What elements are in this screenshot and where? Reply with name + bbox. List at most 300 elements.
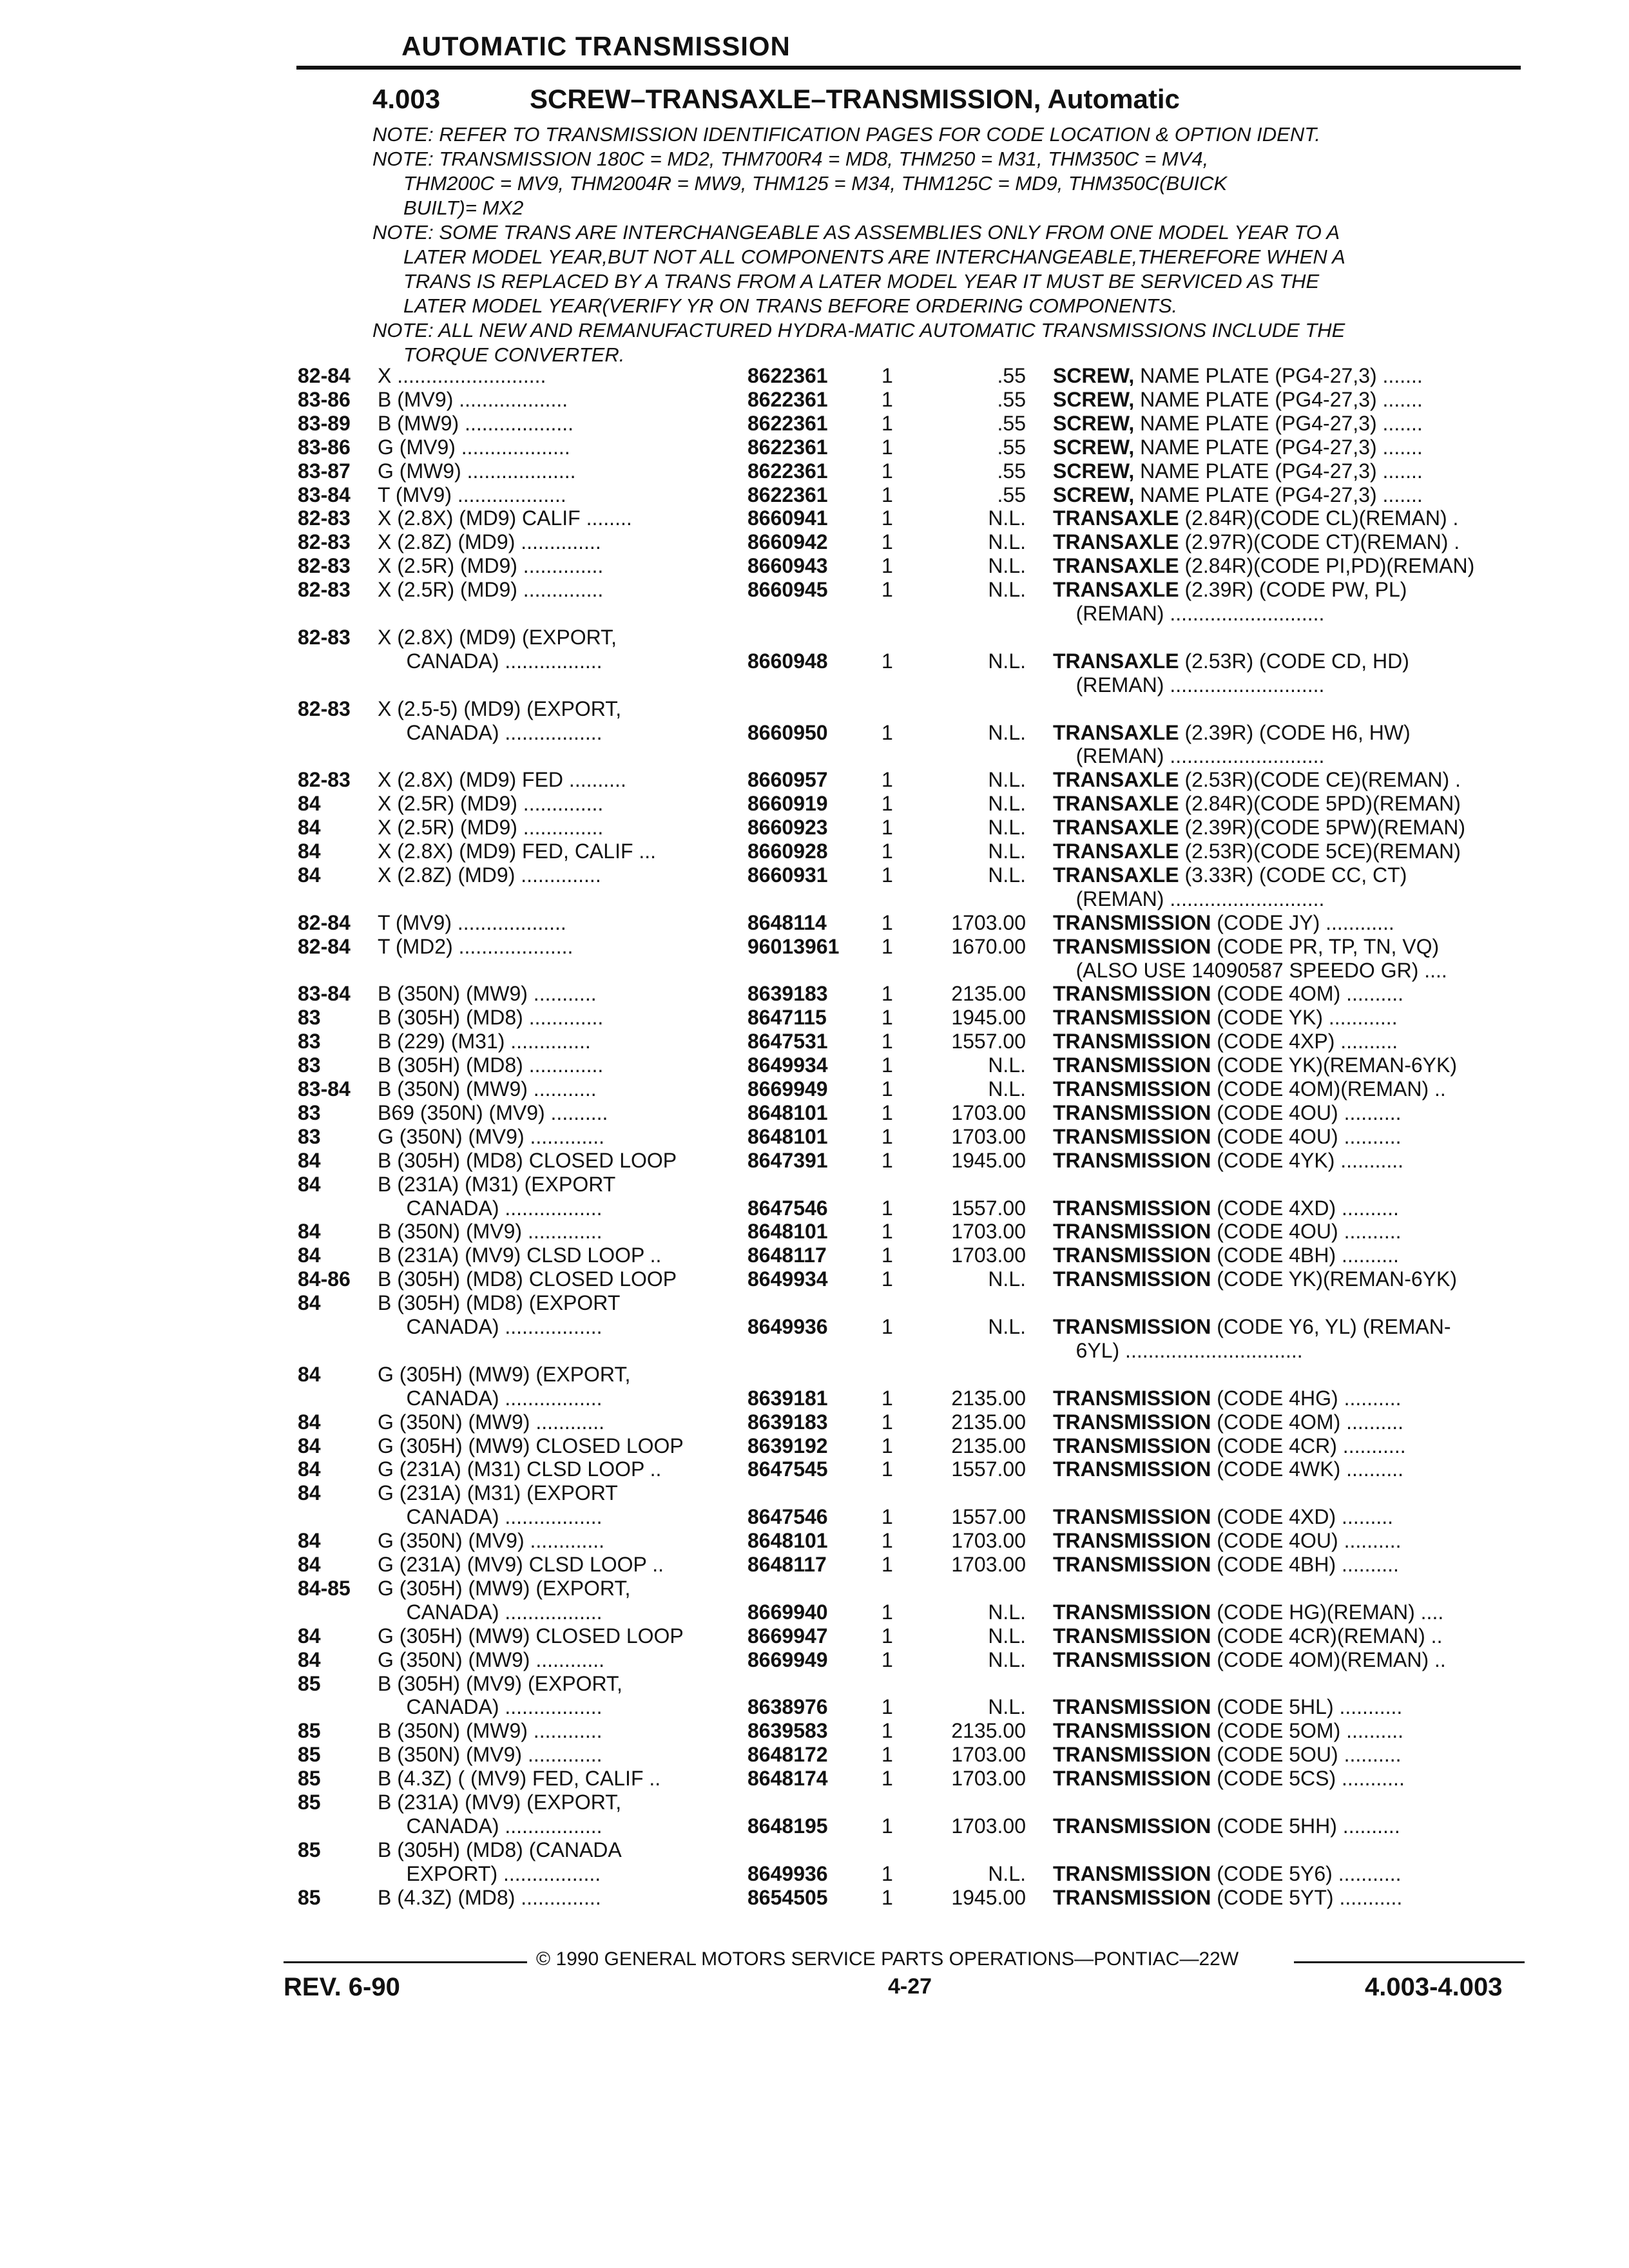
price: 1557.00 (951, 1457, 1026, 1481)
part-name-bold: SCREW, (1053, 483, 1135, 506)
price: N.L. (988, 792, 1026, 816)
table-row (0, 530, 1629, 555)
model-description: B (MW9) ................... (378, 411, 574, 435)
part-number: 8648174 (747, 1767, 828, 1791)
quantity: 1 (882, 1053, 893, 1077)
quantity: 1 (882, 578, 893, 602)
part-name-detail: (CODE 4HG) .......... (1211, 1386, 1402, 1410)
model-description: G (305H) (MW9) (EXPORT, (378, 1576, 631, 1600)
model-description: B (4.3Z) (MD8) .............. (378, 1885, 601, 1909)
part-name-bold: SCREW, (1053, 387, 1135, 411)
model-year: 82-83 (298, 768, 351, 792)
model-year: 84 (298, 1410, 321, 1434)
part-number: 8647546 (747, 1505, 828, 1529)
model-year: 84 (298, 840, 321, 863)
part-number: 8622361 (747, 483, 828, 506)
quantity: 1 (882, 387, 893, 411)
model-year: 84 (298, 1624, 321, 1648)
table-row (0, 1600, 1629, 1625)
model-description: G (350N) (MW9) ............ (378, 1410, 605, 1434)
part-name (1053, 792, 1517, 816)
model-description: CANADA) ................. (378, 1196, 602, 1220)
table-row (0, 1053, 1629, 1078)
model-year: 83 (298, 1124, 321, 1148)
table-row (0, 1648, 1629, 1673)
quantity: 1 (882, 1386, 893, 1410)
price: N.L. (988, 816, 1026, 840)
model-description: B (305H) (MD8) (EXPORT (378, 1291, 621, 1315)
quantity: 1 (882, 934, 893, 958)
table-row (0, 1125, 1629, 1149)
model-year: 83 (298, 1006, 321, 1030)
price: 1703.00 (951, 1220, 1026, 1244)
part-name-detail: (CODE 4OU) .......... (1211, 1100, 1402, 1124)
part-name (1053, 1101, 1517, 1125)
part-number: 8639183 (747, 982, 828, 1006)
price: N.L. (988, 506, 1026, 530)
quantity: 1 (882, 1767, 893, 1791)
model-year: 84-85 (298, 1576, 351, 1600)
part-name-bold: TRANSMISSION (1053, 1124, 1211, 1148)
part-name-detail: (CODE 4OM)(REMAN) .. (1211, 1077, 1446, 1100)
quantity: 1 (882, 1410, 893, 1434)
price: 1703.00 (951, 910, 1026, 934)
part-name (1053, 1648, 1517, 1672)
model-description: CANADA) ................. (378, 1814, 602, 1838)
model-description: X (2.8Z) (MD9) .............. (378, 863, 601, 887)
part-name-detail: (REMAN) ........................... (1053, 887, 1325, 910)
note-line: LATER MODEL YEAR(VERIFY YR ON TRANS BEFORE ORDERING COMPONENTS. (403, 294, 1178, 317)
part-number: 8649936 (747, 1861, 828, 1885)
part-name-bold: TRANSMISSION (1053, 1100, 1211, 1124)
price: 1945.00 (951, 1148, 1026, 1172)
model-description: G (305H) (MW9) CLOSED LOOP (378, 1434, 684, 1457)
model-description: X (2.5-5) (MD9) (EXPORT, (378, 697, 622, 720)
part-name-detail: (REMAN) ........................... (1053, 673, 1325, 697)
part-name (1053, 649, 1517, 673)
model-description: X (2.5R) (MD9) .............. (378, 578, 604, 602)
part-name (1053, 1030, 1517, 1053)
part-number: 8639181 (747, 1386, 828, 1410)
quantity: 1 (882, 1624, 893, 1648)
part-name (1053, 1339, 1517, 1363)
part-name (1053, 412, 1517, 436)
model-year: 82-84 (298, 910, 351, 934)
part-name (1053, 1220, 1517, 1244)
part-number: 8660948 (747, 649, 828, 673)
part-name (1053, 1267, 1517, 1291)
model-description: X (2.5R) (MD9) .............. (378, 816, 604, 840)
part-name (1053, 935, 1517, 959)
note-line: TORQUE CONVERTER. (403, 343, 625, 366)
quantity: 1 (882, 1600, 893, 1624)
part-name (1053, 911, 1517, 935)
part-number: 8647391 (747, 1148, 828, 1172)
price: 1557.00 (951, 1196, 1026, 1220)
part-number: 8622361 (747, 435, 828, 459)
table-row (0, 1006, 1629, 1030)
part-name-bold: TRANSMISSION (1053, 1244, 1211, 1267)
part-name-detail: (CODE 5OU) .......... (1211, 1743, 1402, 1767)
part-name (1053, 744, 1517, 768)
part-name-detail: (2.39R) (CODE PW, PL) (1179, 578, 1407, 602)
price: N.L. (988, 1624, 1026, 1648)
part-name-bold: TRANSMISSION (1053, 1196, 1211, 1220)
table-row (0, 1862, 1629, 1887)
part-name-detail: NAME PLATE (PG4-27,3) ....... (1134, 364, 1423, 387)
table-row (0, 1339, 1629, 1363)
table-row (0, 436, 1629, 460)
part-name-detail: (CODE 4CR) ........... (1211, 1434, 1406, 1457)
part-number: 96013961 (747, 934, 840, 958)
price: 2135.00 (951, 1434, 1026, 1457)
model-description: X (2.8X) (MD9) FED, CALIF ... (378, 840, 657, 863)
quantity: 1 (882, 554, 893, 578)
part-name-bold: TRANSMISSION (1053, 1006, 1211, 1030)
part-name-bold: TRANSMISSION (1053, 1505, 1211, 1529)
model-year: 82-83 (298, 506, 351, 530)
part-number: 8647531 (747, 1030, 828, 1053)
quantity: 1 (882, 1244, 893, 1267)
table-row (0, 1244, 1629, 1268)
table-row (0, 1529, 1629, 1553)
model-description: G (MV9) ................... (378, 435, 570, 459)
footer-rule-right (1294, 1961, 1525, 1963)
part-name-detail: (CODE YK)(REMAN-6YK) (1211, 1053, 1458, 1077)
model-year: 83 (298, 1100, 321, 1124)
part-name-bold: TRANSAXLE (1053, 792, 1179, 816)
table-row (0, 673, 1629, 698)
part-name (1053, 1600, 1517, 1624)
part-number: 8639183 (747, 1410, 828, 1434)
part-name-detail: (2.39R)(CODE 5PW)(REMAN) (1179, 816, 1466, 840)
part-number: 8660919 (747, 792, 828, 816)
quantity: 1 (882, 1719, 893, 1743)
model-description: B (350N) (MW9) ............ (378, 1719, 602, 1743)
part-name (1053, 530, 1517, 554)
table-row (0, 1743, 1629, 1767)
part-name-detail: (CODE Y6, YL) (REMAN- (1211, 1315, 1451, 1338)
part-name (1053, 1006, 1517, 1030)
part-number: 8660945 (747, 578, 828, 602)
model-year: 84 (298, 1172, 321, 1196)
section-number: 4.003 (372, 84, 441, 114)
part-name (1053, 436, 1517, 459)
table-row (0, 1553, 1629, 1577)
part-name-detail: (CODE 4OM)(REMAN) .. (1211, 1648, 1446, 1671)
part-name (1053, 1553, 1517, 1577)
model-description: X .......................... (378, 364, 546, 387)
part-number: 8660950 (747, 720, 828, 744)
part-name-detail: (CODE 4YK) ........... (1211, 1148, 1404, 1172)
part-number: 8648172 (747, 1743, 828, 1767)
quantity: 1 (882, 1315, 893, 1338)
table-row (0, 1719, 1629, 1744)
model-year: 84-86 (298, 1267, 351, 1291)
part-name-detail: (2.84R)(CODE CL)(REMAN) . (1179, 506, 1459, 530)
part-name-bold: TRANSMISSION (1053, 1814, 1211, 1838)
model-description: EXPORT) ................. (378, 1861, 601, 1885)
part-name-bold: TRANSAXLE (1053, 578, 1179, 602)
part-name-bold: TRANSMISSION (1053, 1767, 1211, 1791)
part-name-bold: TRANSAXLE (1053, 720, 1179, 744)
model-year: 82-83 (298, 554, 351, 578)
part-number: 8648101 (747, 1220, 828, 1244)
table-row (0, 364, 1629, 389)
table-row (0, 1767, 1629, 1791)
quantity: 1 (882, 910, 893, 934)
quantity: 1 (882, 792, 893, 816)
quantity: 1 (882, 816, 893, 840)
part-number: 8638976 (747, 1695, 828, 1719)
model-year: 84 (298, 1244, 321, 1267)
part-name-bold: TRANSAXLE (1053, 554, 1179, 578)
table-row (0, 412, 1629, 436)
table-row (0, 578, 1629, 602)
part-name-bold: TRANSMISSION (1053, 910, 1211, 934)
part-name-bold: TRANSMISSION (1053, 1743, 1211, 1767)
model-year: 84 (298, 1291, 321, 1315)
model-year: 85 (298, 1791, 321, 1814)
note-line: NOTE: TRANSMISSION 180C = MD2, THM700R4 = MD8, THM250 = M31, THM350C = MV4, (372, 148, 1209, 170)
price: 1703.00 (951, 1553, 1026, 1576)
table-row (0, 1481, 1629, 1506)
quantity: 1 (882, 1077, 893, 1100)
part-number: 8647546 (747, 1196, 828, 1220)
part-name-detail: (CODE JY) ............ (1211, 910, 1394, 934)
part-name-detail: (REMAN) ........................... (1053, 602, 1325, 625)
part-name (1053, 459, 1517, 483)
model-description: X (2.8Z) (MD9) .............. (378, 530, 601, 554)
part-name-detail: (CODE 5YT) ........... (1211, 1885, 1403, 1909)
table-row (0, 744, 1629, 769)
model-year: 84 (298, 1362, 321, 1386)
table-row (0, 483, 1629, 508)
model-description: X (2.8X) (MD9) (EXPORT, (378, 625, 617, 649)
price: 1703.00 (951, 1814, 1026, 1838)
quantity: 1 (882, 1267, 893, 1291)
part-number: 8648101 (747, 1100, 828, 1124)
model-year: 82-84 (298, 364, 351, 387)
model-year: 84 (298, 816, 321, 840)
model-description: CANADA) ................. (378, 649, 602, 673)
model-description: X (2.5R) (MD9) .............. (378, 554, 604, 578)
table-row (0, 1505, 1629, 1530)
model-year: 84 (298, 1648, 321, 1671)
model-description: B (305H) (MD8) CLOSED LOOP (378, 1148, 677, 1172)
quantity: 1 (882, 1861, 893, 1885)
footer-revision: REV. 6-90 (284, 1973, 400, 2001)
quantity: 1 (882, 768, 893, 792)
part-number: 8649934 (747, 1267, 828, 1291)
part-name-detail: (CODE 4XD) .......... (1211, 1196, 1399, 1220)
table-row (0, 1410, 1629, 1435)
part-name-bold: TRANSMISSION (1053, 1030, 1211, 1053)
part-number: 8649934 (747, 1053, 828, 1077)
part-name-detail: (2.53R) (CODE CD, HD) (1179, 649, 1409, 673)
price: 1703.00 (951, 1124, 1026, 1148)
model-year: 82-83 (298, 578, 351, 602)
part-name-detail: (2.39R) (CODE H6, HW) (1179, 720, 1411, 744)
model-year: 84 (298, 863, 321, 887)
quantity: 1 (882, 364, 893, 387)
table-row (0, 1695, 1629, 1720)
part-name-detail: (CODE 4OM) .......... (1211, 1410, 1404, 1434)
model-description: G (231A) (M31) (EXPORT (378, 1481, 618, 1505)
price: N.L. (988, 1077, 1026, 1100)
price: 1703.00 (951, 1767, 1026, 1791)
part-name-bold: TRANSAXLE (1053, 768, 1179, 792)
part-name-bold: TRANSMISSION (1053, 1457, 1211, 1481)
part-name (1053, 959, 1517, 983)
part-name-detail: (CODE YK)(REMAN-6YK) (1211, 1267, 1458, 1291)
part-name (1053, 673, 1517, 697)
table-row (0, 1363, 1629, 1387)
table-row (0, 1030, 1629, 1054)
table-row (0, 1791, 1629, 1815)
model-year: 85 (298, 1767, 321, 1791)
model-description: T (MD2) .................... (378, 934, 574, 958)
price: 1670.00 (951, 934, 1026, 958)
table-row (0, 935, 1629, 959)
part-number: 8648101 (747, 1529, 828, 1553)
footer-copyright: © 1990 GENERAL MOTORS SERVICE PARTS OPERATIONS—PONTIAC—22W (536, 1948, 1239, 1970)
model-description: B (305H) (MD8) (CANADA (378, 1838, 622, 1861)
quantity: 1 (882, 411, 893, 435)
table-row (0, 1672, 1629, 1696)
part-name-bold: TRANSMISSION (1053, 1861, 1211, 1885)
part-name-detail: (CODE 5HL) ........... (1211, 1695, 1403, 1719)
model-description: B (305H) (MD8) ............. (378, 1006, 604, 1030)
price: N.L. (988, 649, 1026, 673)
model-description: B (231A) (MV9) CLSD LOOP .. (378, 1244, 662, 1267)
model-year: 83-84 (298, 483, 351, 506)
part-name-detail: (CODE 4BH) .......... (1211, 1553, 1399, 1576)
price: N.L. (988, 1053, 1026, 1077)
price: N.L. (988, 840, 1026, 863)
model-year: 82-84 (298, 934, 351, 958)
note-line: TRANS IS REPLACED BY A TRANS FROM A LATER MODEL YEAR IT MUST BE SERVICED AS THE (403, 270, 1320, 293)
table-row (0, 1077, 1629, 1102)
model-description: G (305H) (MW9) (EXPORT, (378, 1362, 631, 1386)
part-name-bold: TRANSMISSION (1053, 1410, 1211, 1434)
price: N.L. (988, 1861, 1026, 1885)
model-year: 84 (298, 1220, 321, 1244)
model-description: CANADA) ................. (378, 1600, 602, 1624)
part-name-bold: TRANSMISSION (1053, 934, 1211, 958)
quantity: 1 (882, 1100, 893, 1124)
model-description: X (2.8X) (MD9) FED .......... (378, 768, 626, 792)
price: N.L. (988, 720, 1026, 744)
quantity: 1 (882, 1648, 893, 1671)
table-row (0, 959, 1629, 983)
part-name-bold: TRANSMISSION (1053, 1600, 1211, 1624)
note-line: LATER MODEL YEAR,BUT NOT ALL COMPONENTS ARE INTERCHANGEABLE,THEREFORE WHEN A (403, 245, 1345, 268)
part-name-bold: TRANSAXLE (1053, 840, 1179, 863)
table-row (0, 911, 1629, 936)
table-row (0, 1291, 1629, 1316)
price: 2135.00 (951, 1719, 1026, 1743)
part-name-detail: (CODE 5HH) .......... (1211, 1814, 1400, 1838)
price: 1557.00 (951, 1030, 1026, 1053)
part-name-detail: (CODE 4XD) ......... (1211, 1505, 1394, 1529)
part-name (1053, 1695, 1517, 1719)
section-title: SCREW–TRANSAXLE–TRANSMISSION, Automatic (530, 84, 1180, 114)
table-row (0, 602, 1629, 626)
part-name (1053, 768, 1517, 792)
quantity: 1 (882, 1457, 893, 1481)
model-year: 82-83 (298, 697, 351, 720)
part-name-bold: TRANSAXLE (1053, 506, 1179, 530)
price: 1703.00 (951, 1244, 1026, 1267)
model-description: B (305H) (MV9) (EXPORT, (378, 1671, 622, 1695)
quantity: 1 (882, 1434, 893, 1457)
part-name-bold: TRANSMISSION (1053, 1053, 1211, 1077)
price: 2135.00 (951, 1386, 1026, 1410)
model-description: B (229) (M31) .............. (378, 1030, 591, 1053)
model-year: 83 (298, 1053, 321, 1077)
part-name (1053, 1244, 1517, 1267)
part-name (1053, 1315, 1517, 1339)
quantity: 1 (882, 720, 893, 744)
part-name (1053, 863, 1517, 887)
model-description: CANADA) ................. (378, 1386, 602, 1410)
table-row (0, 1220, 1629, 1244)
quantity: 1 (882, 1505, 893, 1529)
part-name (1053, 1125, 1517, 1149)
part-number: 8639583 (747, 1719, 828, 1743)
quantity: 1 (882, 1220, 893, 1244)
model-description: X (2.5R) (MD9) .............. (378, 792, 604, 816)
model-description: G (350N) (MW9) ............ (378, 1648, 605, 1671)
part-name-detail: (CODE 4XP) .......... (1211, 1030, 1398, 1053)
part-name-bold: TRANSMISSION (1053, 1386, 1211, 1410)
part-name-detail: (CODE HG)(REMAN) .... (1211, 1600, 1444, 1624)
table-row (0, 506, 1629, 531)
part-name (1053, 602, 1517, 626)
model-year: 83-86 (298, 435, 351, 459)
quantity: 1 (882, 649, 893, 673)
model-description: G (305H) (MW9) CLOSED LOOP (378, 1624, 684, 1648)
table-row (0, 1387, 1629, 1411)
table-row (0, 388, 1629, 412)
part-name-bold: TRANSAXLE (1053, 816, 1179, 840)
part-name-bold: TRANSAXLE (1053, 649, 1179, 673)
table-row (0, 554, 1629, 579)
part-name-detail: (CODE 5Y6) ........... (1211, 1861, 1402, 1885)
price: N.L. (988, 554, 1026, 578)
part-name-detail: NAME PLATE (PG4-27,3) ....... (1134, 387, 1423, 411)
table-row (0, 863, 1629, 888)
note-line: NOTE: REFER TO TRANSMISSION IDENTIFICATION PAGES FOR CODE LOCATION & OPTION IDENT. (372, 123, 1320, 146)
quantity: 1 (882, 863, 893, 887)
part-name-bold: SCREW, (1053, 459, 1135, 483)
note-line: BUILT)= MX2 (403, 197, 524, 219)
page-header-title: AUTOMATIC TRANSMISSION (401, 31, 791, 61)
part-name (1053, 887, 1517, 911)
model-year: 83-87 (298, 459, 351, 483)
table-row (0, 626, 1629, 650)
model-year: 83 (298, 1030, 321, 1053)
part-name (1053, 1505, 1517, 1529)
price: 2135.00 (951, 982, 1026, 1006)
model-year: 84 (298, 1457, 321, 1481)
part-number: 8647115 (747, 1006, 827, 1030)
part-name (1053, 1053, 1517, 1077)
part-name-detail: (CODE YK) ............ (1211, 1006, 1398, 1030)
table-row (0, 768, 1629, 793)
quantity: 1 (882, 435, 893, 459)
